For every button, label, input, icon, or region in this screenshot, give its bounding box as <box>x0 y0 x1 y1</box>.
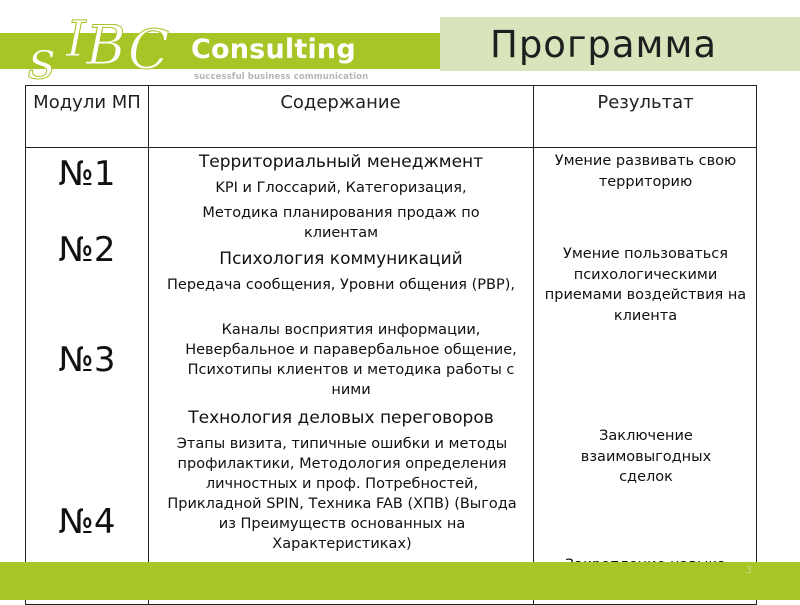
title-box <box>440 17 800 71</box>
header-divider <box>26 147 756 148</box>
content-detail: KPI и Глоссарий, Категоризация, <box>215 180 467 196</box>
page-number: 3 <box>745 565 752 576</box>
content-detail: Каналы восприятия информации, Невербальное и паравербальное общение, Психотипы клиентов и методика работы с ними <box>185 322 517 398</box>
header-result: Результат <box>597 92 694 113</box>
result-text: Умение пользоваться психологическими приемами воздействия на клиента <box>544 246 747 324</box>
logo-wordmark: Consulting <box>191 34 356 65</box>
module-number: №4 <box>58 502 116 542</box>
logo-tagline: successful business communication <box>194 72 369 82</box>
result-text: Заключение взаимовыгодных сделок <box>580 428 712 485</box>
content-topic: Технология деловых переговоров <box>188 408 494 428</box>
module-number: №2 <box>58 230 116 270</box>
content-detail: Этапы визита, типичные ошибки и методы профилактики, Методология определения личностных и проф. Потребностей, Прикладной SPIN, Техника FAB (ХПВ) (Выгода из Преимуществ основанных на Характеристиках) <box>167 436 517 552</box>
result-text: Умение развивать свою территорию <box>554 153 737 190</box>
content-topic: Психология коммуникаций <box>219 249 463 269</box>
program-table <box>25 85 757 605</box>
svg-text:B: B <box>86 14 126 77</box>
page-title: Программа <box>490 23 718 66</box>
svg-text:C: C <box>128 18 170 81</box>
svg-text:I: I <box>66 12 86 68</box>
footer-band <box>0 562 800 600</box>
svg-text:s: s <box>28 28 56 82</box>
header-content: Содержание <box>280 92 401 113</box>
column-divider <box>533 86 534 604</box>
module-number: №3 <box>58 340 116 380</box>
content-topic: Территориальный менеджмент <box>198 152 484 172</box>
content-detail: Методика планирования продаж по клиентам <box>202 205 480 241</box>
sibc-logo-icon <box>28 12 178 82</box>
content-detail: Передача сообщения, Уровни общения (PBP), <box>167 277 515 293</box>
column-divider <box>148 86 149 604</box>
header-modules: Модули МП <box>33 92 141 113</box>
module-number: №1 <box>58 154 116 194</box>
